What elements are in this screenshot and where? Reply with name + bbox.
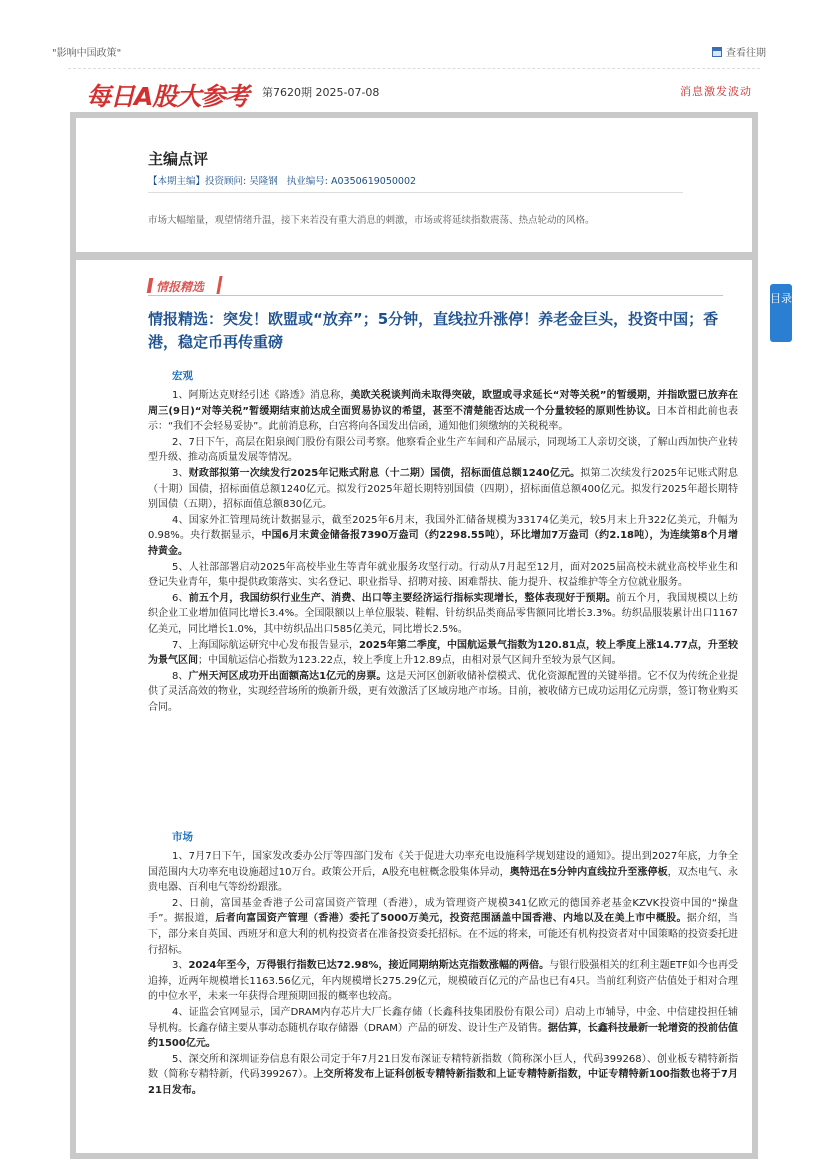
subhead-macro: 宏观 <box>172 370 193 382</box>
text: 4、国家外汇管理局统计数据显示，截至2025年6月末，我国外汇储备规模为33174亿美元，较5月末上升322亿美元，升幅为0.98%。央行数据显示， <box>148 514 738 542</box>
text: ；中国航运信心指数为123.22点，较上季度上升12.89点，由相对景气区间升至较为景气区间。 <box>198 655 622 667</box>
bold-text: 财政部拟第一次续发行2025年记账式附息（十二期）国债，招标面值总额1240亿元。 <box>188 467 581 479</box>
text: 拟第二次续发行2025年记账式附息（十期）国债，招标面值总额1240亿元。拟发行2025年超长期特别国债（四期），招标面值总额400亿元。拟发行2025年超长期特别国债（五期），招标面值总额830亿元。 <box>148 467 738 511</box>
calendar-icon <box>712 47 722 57</box>
editorial-box <box>70 112 758 258</box>
paragraph <box>148 638 738 669</box>
subhead-market: 市场 <box>172 831 193 843</box>
bold-text: 中国6月末黄金储备报7390万盎司（约2298.55吨），环比增加7万盎司（约2.18吨），为连续第8个月增持黄金。 <box>148 530 738 557</box>
text: 2、日前，富国基金香港子公司富国资产管理（香港），成为管理资产规模341亿欧元的德国养老基金KZVK投资中国的“操盘手”。据报道， <box>148 897 738 925</box>
bold-text: 后者向富国资产管理（香港）委托了5000万美元，投资范围涵盖中国香港、内地以及在美上市中概股。 <box>215 913 687 925</box>
macro-paragraphs <box>148 388 738 715</box>
bold-text: 前五个月，我国纺织行业生产、消费、出口等主要经济运行指标实现增长，整体表现好于预期。 <box>188 592 617 604</box>
bold-text: 2025年第二季度，中国航运景气指数为120.81点，较上季度上涨14.77点，升至较为景气区间 <box>148 639 738 667</box>
text: 5、深交所和深圳证券信息有限公司定于年7月21日发布深证专精特新指数（简称深小巨人，代码399268）、创业板专精特新指数（简称专精特新，代码399267）。 <box>148 1053 738 1081</box>
text: 4、证监会官网显示，国产DRAM内存芯片大厂长鑫存储（长鑫科技集团股份有限公司）启动上市辅导，中金、中信建投担任辅导机构。长鑫存储主要从事动态随机存取存储器（DRAM）产品的研发、设计生产及销售。 <box>148 1006 738 1034</box>
article-title: 情报精选：突发！欧盟或“放弃”；5分钟，直线拉升涨停！养老金巨头，投资中国；香港，稳定币再传重磅 <box>148 310 719 351</box>
text: 1、阿斯达克财经引述《路透》消息称， <box>172 390 351 401</box>
bold-text: 奥特迅在5分钟内直线拉升至涨停板 <box>509 866 668 878</box>
bold-text: 2024年至今，万得银行指数已达72.98%，接近同期纳斯达克指数涨幅的两倍。 <box>188 960 550 972</box>
text: 7、上海国际航运研究中心发布报告显示， <box>172 639 359 651</box>
text: 日本首相此前也表示：“我们不会轻易妥协”。此前消息称，白宫将向各国发出信函，通知他们须缴纳的关税税率。 <box>148 405 738 433</box>
paragraph <box>148 560 738 591</box>
logo: 每日A股大参考 <box>86 82 249 111</box>
paragraph <box>148 591 738 638</box>
text: 与银行股强相关的红利主题ETF如今也再受追捧，近两年规模增长1163.56亿元，年内规模增长275.29亿元，规模破百亿元的产品也已有4只。当前红利资产估值处于相对合理的中位水平，未来一年获得合理预期回报的概率也较高。 <box>148 960 738 1003</box>
text: 3、 <box>172 467 189 479</box>
text: 这是天河区创新收储补偿模式、优化资源配置的关键举措。它不仅为传统企业提供了灵活高效的物业，实现经营场所的焕新升级，更有效激活了区域房地产市场。目前，被收储方已成功运用亿元房票，签订物业购买合同。 <box>148 670 738 713</box>
paragraph <box>148 1052 738 1099</box>
tag-bar-right <box>216 276 222 294</box>
bold-text: 广州天河区成功开出面额高达1亿元的房票。 <box>188 670 387 682</box>
paragraph <box>148 466 738 513</box>
tag-bar-left <box>147 278 154 293</box>
section-tag <box>148 276 723 296</box>
market-paragraphs <box>148 849 738 1099</box>
text: 8、 <box>172 670 189 682</box>
text: 6、 <box>172 592 189 604</box>
view-past-issues-label: 查看往期 <box>726 48 766 59</box>
tagline: "影响中国政策" <box>52 48 122 59</box>
slogan: 消息激发波动 <box>680 85 752 98</box>
divider <box>148 192 683 193</box>
text: 2、7日下午，高层在阳泉阀门股份有限公司考察。他察看企业生产车间和产品展示，同现场工人亲切交谈，了解山西加快产业转型升级、推动高质量发展等情况。 <box>148 436 738 464</box>
editorial-title: 主编点评 <box>148 150 209 168</box>
issue-info: 第7620期 2025-07-08 <box>262 86 380 99</box>
bold-text: 据估算，长鑫科技最新一轮增资的投前估值约1500亿元。 <box>148 1022 738 1050</box>
toc-button[interactable]: 目录 <box>770 284 792 342</box>
paragraph <box>148 1005 738 1052</box>
editorial-body: 市场大幅缩量，观望情绪升温，接下来若没有重大消息的刺激，市场或将延续指数震荡、热点轮动的风格。 <box>148 215 595 226</box>
top-bar <box>52 44 766 60</box>
text: 1、7月7日下午，国家发改委办公厅等四部门发布《关于促进大功率充电设施科学规划建设的通知》。提出到2027年底，力争全国范围内大功率充电设施超过10万台。政策公开后，A股充电桩概念股集体异动， <box>148 851 738 878</box>
text: 3、 <box>172 960 189 972</box>
text: ，双杰电气、永贵电器、百利电气等纷纷跟涨。 <box>148 866 738 894</box>
paragraph <box>148 513 738 560</box>
section-tag-label: 情报精选 <box>156 280 205 294</box>
view-past-issues-link[interactable] <box>712 44 766 59</box>
text: 5、人社部部署启动2025年高校毕业生等青年就业服务攻坚行动。行动从7月起至12月，面对2025届高校未就业高校毕业生和登记失业青年，集中提供政策落实、实名登记、职业指导、招聘对接、困难帮扶、能力提升、权益维护等全方位就业服务。 <box>148 561 738 589</box>
paragraph <box>148 896 738 958</box>
article-box <box>70 254 758 1159</box>
bold-text: 美欧关税谈判尚未取得突破，欧盟或寻求延长“对等关税”的暂缓期，并指欧盟已放弃在周三(9日)“对等关税”暂缓期结束前达成全面贸易协议的希望，甚至不清楚能否达成一个分量较轻的原则性协议。 <box>148 390 738 417</box>
paragraph <box>148 669 738 716</box>
bold-text: 上交所将发布上证科创板专精特新指数和上证专精特新指数，中证专精特新100指数也将于7月21日发布。 <box>148 1069 738 1096</box>
paragraph <box>148 958 738 1005</box>
masthead <box>68 68 760 112</box>
text: 前五个月，我国规模以上纺织企业工业增加值同比增长3.4%。全国限额以上单位服装、鞋帽、针纺织品类商品零售额同比增长3.3%。纺织品服装累计出口1167亿美元，同比增长1.0%，其中纺织品出口585亿美元，同比增长2.5%。 <box>148 592 739 635</box>
license-number: 执业编号: A0350619050002 <box>286 176 417 187</box>
editorial-meta <box>148 173 422 187</box>
paragraph <box>148 849 738 896</box>
paragraph <box>148 435 738 466</box>
text: 据介绍，当下，部分来自英国、西班牙和意大利的机构投资者在准备投资委托招标。在不远的将来，可能还有机构投资者对中国策略的投资委托进行招标。 <box>148 913 738 956</box>
paragraph <box>148 388 738 435</box>
editor-name: 【本期主编】投资顾问: 吴隆钢 <box>148 176 278 187</box>
